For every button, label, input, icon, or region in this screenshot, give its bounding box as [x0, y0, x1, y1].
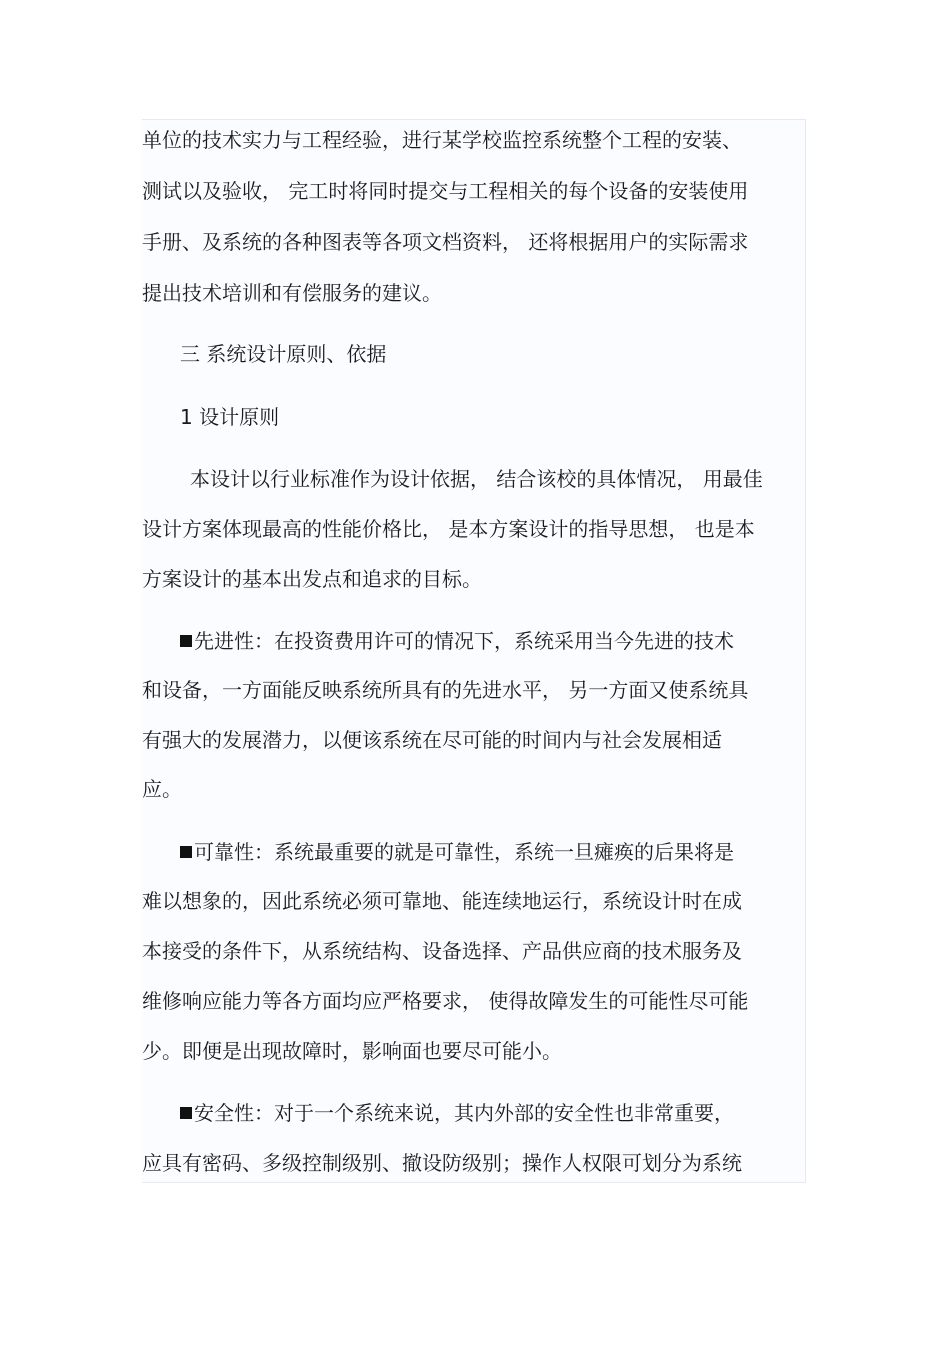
text-line: 应具有密码、多级控制级别、撤设防级别；操作人权限可划分为系统	[142, 1151, 742, 1175]
text-line: 提出技术培训和有偿服务的建议。	[142, 281, 442, 305]
text-line: 少。即便是出现故障时，影响面也要尽可能小。	[142, 1039, 562, 1063]
bullet-text: 先进性：在投资费用许可的情况下，系统采用当今先进的技术	[194, 629, 734, 653]
text-line: 难以想象的，因此系统必须可靠地、能连续地运行，系统设计时在成	[142, 889, 742, 913]
text-line: 方案设计的基本出发点和追求的目标。	[142, 567, 482, 591]
text-line: 本接受的条件下，从系统结构、设备选择、产品供应商的技术服务及	[142, 939, 742, 963]
bullet-line	[180, 629, 734, 653]
text-line: 本设计以行业标准作为设计依据， 结合该校的具体情况， 用最佳	[190, 467, 763, 491]
bullet-square-icon	[180, 1107, 192, 1119]
bullet-line	[180, 840, 734, 864]
text-line: 单位的技术实力与工程经验，进行某学校监控系统整个工程的安装、	[142, 128, 742, 152]
bullet-text: 可靠性：系统最重要的就是可靠性，系统一旦瘫痪的后果将是	[194, 840, 734, 864]
subsection-heading: 1 设计原则	[180, 405, 280, 429]
text-line: 测试以及验收， 完工时将同时提交与工程相关的每个设备的安装使用	[142, 179, 749, 203]
text-line: 手册、及系统的各种图表等各项文档资料， 还将根据用户的实际需求	[142, 230, 749, 254]
text-line: 和设备，一方面能反映系统所具有的先进水平， 另一方面又使系统具	[142, 678, 749, 702]
document-page	[142, 119, 806, 1183]
bullet-line	[180, 1101, 734, 1125]
text-line: 设计方案体现最高的性能价格比， 是本方案设计的指导思想， 也是本	[142, 517, 755, 541]
text-line: 维修响应能力等各方面均应严格要求， 使得故障发生的可能性尽可能	[142, 989, 749, 1013]
section-heading: 三 系统设计原则、依据	[180, 342, 387, 366]
bullet-square-icon	[180, 635, 192, 647]
text-line: 应。	[142, 777, 182, 801]
bullet-text: 安全性：对于一个系统来说，其内外部的安全性也非常重要，	[194, 1101, 734, 1125]
bullet-square-icon	[180, 846, 192, 858]
text-line: 有强大的发展潜力，以便该系统在尽可能的时间内与社会发展相适	[142, 728, 722, 752]
